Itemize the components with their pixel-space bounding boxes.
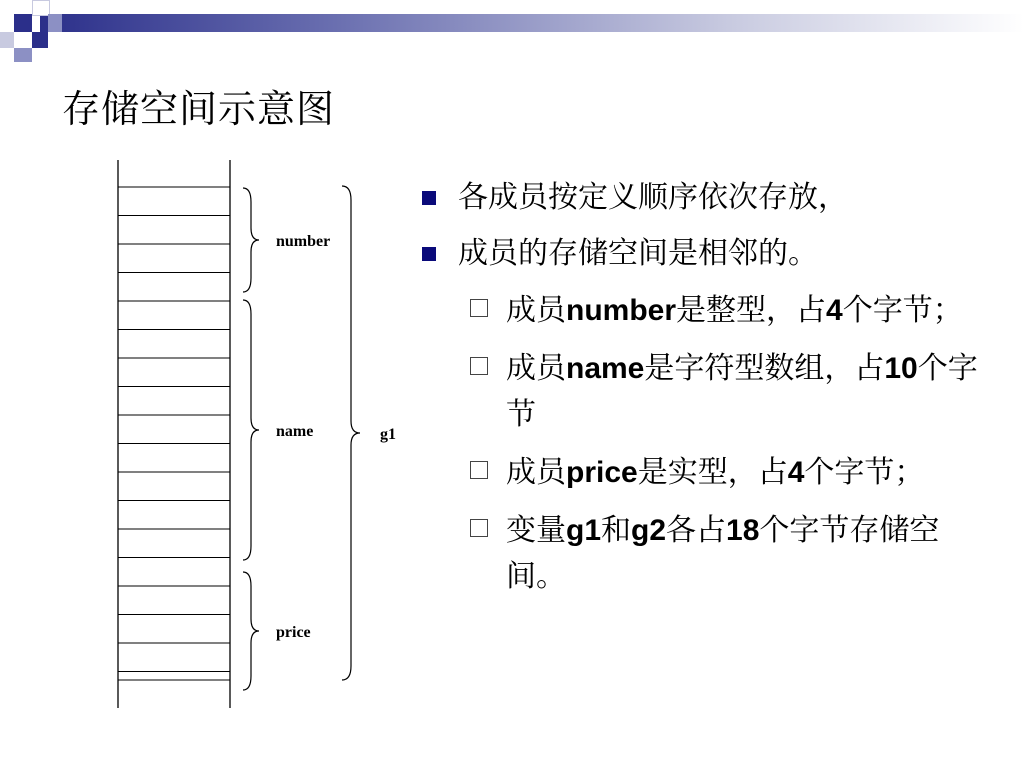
sub-bullet-item — [420, 288, 986, 334]
bracket-label-number: number — [276, 233, 331, 250]
bullet-text-run: 是字符型数组，占 — [644, 351, 885, 386]
bullet-text-run: 成员 — [506, 455, 566, 490]
sub-bullet-list — [420, 288, 1010, 600]
bullet-bold-run: 10 — [884, 352, 918, 385]
bullet-bold-run: name — [566, 352, 645, 385]
bullet-text-run: 变量 — [506, 513, 566, 548]
hollow-square-bullet-icon — [470, 299, 488, 317]
slide-title: 存储空间示意图 — [62, 87, 336, 131]
bullet-bold-run: g2 — [631, 514, 667, 547]
bullet-text-run: 是实型，占 — [637, 455, 788, 490]
hollow-square-bullet-icon — [470, 461, 488, 479]
bracket-label-name: name — [276, 423, 314, 440]
bullet-text-run: 个字节存储空间。 — [506, 513, 940, 594]
bracket-label-g1: g1 — [380, 426, 396, 443]
hollow-square-bullet-icon — [470, 357, 488, 375]
bullet-bold-run: number — [566, 294, 677, 327]
square-bullet-icon — [422, 247, 436, 261]
bullet-bold-run: 4 — [787, 456, 805, 489]
bullet-text-run: 是整型，占 — [676, 293, 827, 328]
sub-bullet-item — [420, 508, 986, 600]
bullet-text-run: 个字节； — [804, 455, 925, 490]
bracket-label-price: price — [276, 624, 311, 641]
bullet-text-run: 个字节； — [842, 293, 963, 328]
bullet-text-run: 个字节 — [506, 351, 978, 432]
bracket-price — [243, 572, 259, 690]
bullet-text-run: 成员 — [506, 293, 566, 328]
square-bullet-icon — [422, 191, 436, 205]
bullet-item — [420, 170, 1010, 226]
bullet-text-run: 各占 — [666, 513, 727, 548]
bracket-number — [243, 188, 259, 292]
bullet-text-run: 成员 — [506, 351, 566, 386]
bullet-list — [420, 170, 1010, 612]
bullet-text-run: 和 — [601, 513, 632, 548]
bracket-name — [243, 300, 259, 560]
bracket-g1 — [342, 186, 360, 680]
bullet-bold-run: 18 — [726, 514, 760, 547]
bullet-item — [420, 226, 1010, 282]
bullet-bold-run: 4 — [826, 294, 843, 327]
bullet-bold-run: g1 — [566, 514, 602, 547]
bullet-text: 各成员按定义顺序依次存放， — [458, 180, 848, 215]
hollow-square-bullet-icon — [470, 519, 488, 537]
bullet-text: 成员的存储空间是相邻的。 — [458, 236, 818, 271]
bullet-bold-run: price — [566, 456, 638, 489]
sub-bullet-item — [420, 450, 986, 496]
sub-bullet-item — [420, 346, 986, 438]
